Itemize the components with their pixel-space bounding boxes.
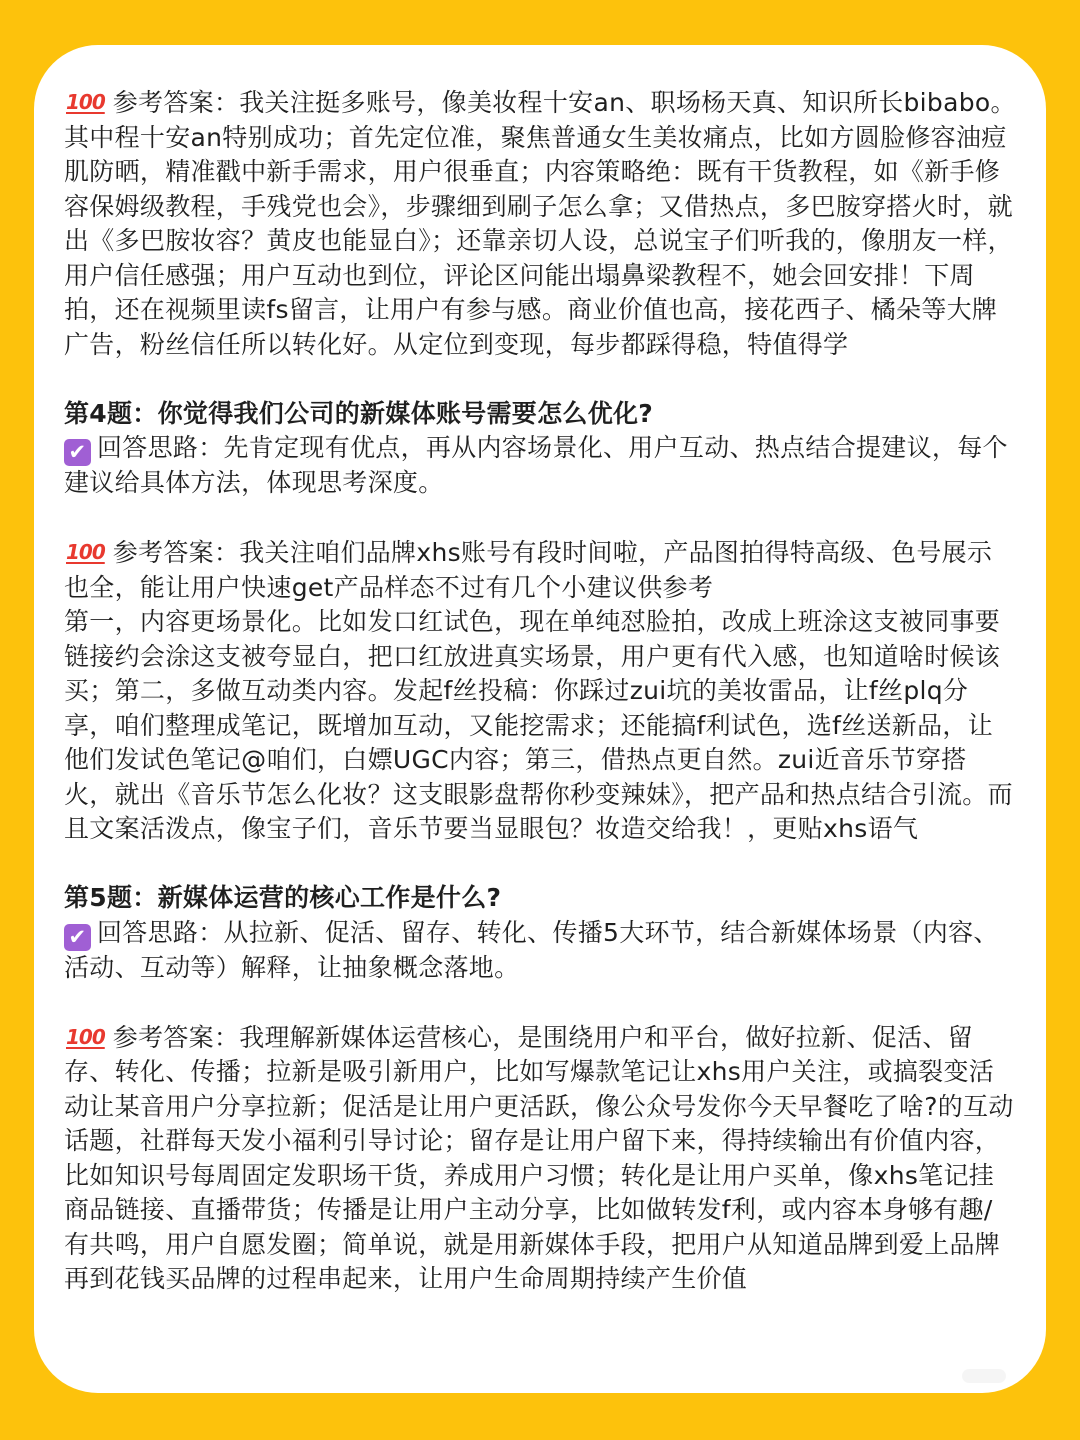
- watermark: [962, 1369, 1006, 1383]
- spacer: [64, 847, 1016, 882]
- hint-block: [64, 916, 1016, 986]
- answer-block: [64, 535, 1016, 605]
- question-title: 第4题：你觉得我们公司的新媒体账号需要怎么优化?: [64, 398, 654, 428]
- answer-block: [64, 85, 1016, 362]
- answer-text: 参考答案：我理解新媒体运营核心，是围绕用户和平台，做好拉新、促活、留存、转化、传播；拉新是吸引新用户，比如写爆款笔记让xhs用户关注，或搞裂变活动让某音用户分享拉新；促活是让用户更活跃，像公众号发你今天早餐吃了啥?的互动话题，社群每天发小福利引导讨论；留存是让用户留下来，得持续输出有价值内容，比如知识号每周固定发职场干货，养成用户习惯；转化是让用户买单，像xhs笔记挂商品链接、直播带货；传播是让用户主动分享，比如做转发f利，或内容本身够有趣/有共鸣，用户自愿发圈；简单说，就是用新媒体手段，把用户从知道品牌到爱上品牌再到花钱买品牌的过程串起来，让用户生命周期持续产生价值: [64, 1022, 1014, 1293]
- hundred-points-icon: 100: [66, 540, 105, 564]
- question-title: 第5题：新媒体运营的核心工作是什么?: [64, 883, 502, 912]
- hint-text: 回答思路：先肯定现有优点，再从内容场景化、用户互动、热点结合提建议，每个建议给具体方法，体现思考深度。: [64, 433, 1008, 497]
- content-card: [34, 45, 1046, 1393]
- answer-text: 参考答案：我关注咱们品牌xhs账号有段时间啦，产品图拍得特高级、色号展示也全，能让用户快速get产品样态不过有几个小建议供参考: [64, 538, 993, 602]
- check-mark-icon: ✔: [64, 924, 91, 951]
- hundred-points-icon: 100: [66, 1024, 105, 1049]
- spacer: [64, 362, 1016, 397]
- spacer: [64, 501, 1016, 536]
- answer-block: [64, 1020, 1016, 1297]
- check-mark-icon: ✔: [64, 439, 91, 466]
- answer-extra-text: 第一，内容更场景化。比如发口红试色，现在单纯怼脸拍，改成上班涂这支被同事要链接约会涂这支被夸显白，把口红放进真实场景，用户更有代入感，也知道啥时候该买；第二，多做互动类内容。发起f丝投稿：你踩过zui坑的美妆雷品，让f丝plq分享，咱们整理成笔记，既增加互动，又能挖需求；还能搞f利试色，选f丝送新品，让他们发试色笔记@咱们，白嫖UGC内容；第三，借热点更自然。zui近音乐节穿搭火，就出《音乐节怎么化妆？这支眼影盘帮你秒变辣妹》，把产品和热点结合引流。而且文案活泼点，像宝子们，音乐节要当显眼包？妆造交给我！，更贴xhs语气: [64, 607, 1013, 843]
- hundred-points-icon: 100: [66, 90, 105, 114]
- spacer: [64, 985, 1016, 1020]
- hint-text: 回答思路：从拉新、促活、留存、转化、传播5大环节，结合新媒体场景（内容、活动、互动等）解释，让抽象概念落地。: [64, 917, 999, 982]
- hint-block: [64, 431, 1016, 501]
- answer-text: 参考答案：我关注挺多账号，像美妆程十安an、职场杨天真、知识所长bibabo。其中程十安an特别成功；首先定位准，聚焦普通女生美妆痛点，比如方圆脸修容油痘肌防晒，精准戳中新手需求，用户很垂直；内容策略绝：既有干货教程，如《新手修容保姆级教程，手残党也会》，步骤细到刷子怎么拿；又借热点，多巴胺穿搭火时，就出《多巴胺妆容？黄皮也能显白》；还靠亲切人设，总说宝子们听我的，像朋友一样，用户信任感强；用户互动也到位，评论区问能出塌鼻梁教程不，她会回安排！下周拍，还在视频里读fs留言，让用户有参与感。商业价值也高，接花西子、橘朵等大牌广告，粉丝信任所以转化好。从定位到变现，每步都踩得稳，特值得学: [64, 88, 1016, 359]
